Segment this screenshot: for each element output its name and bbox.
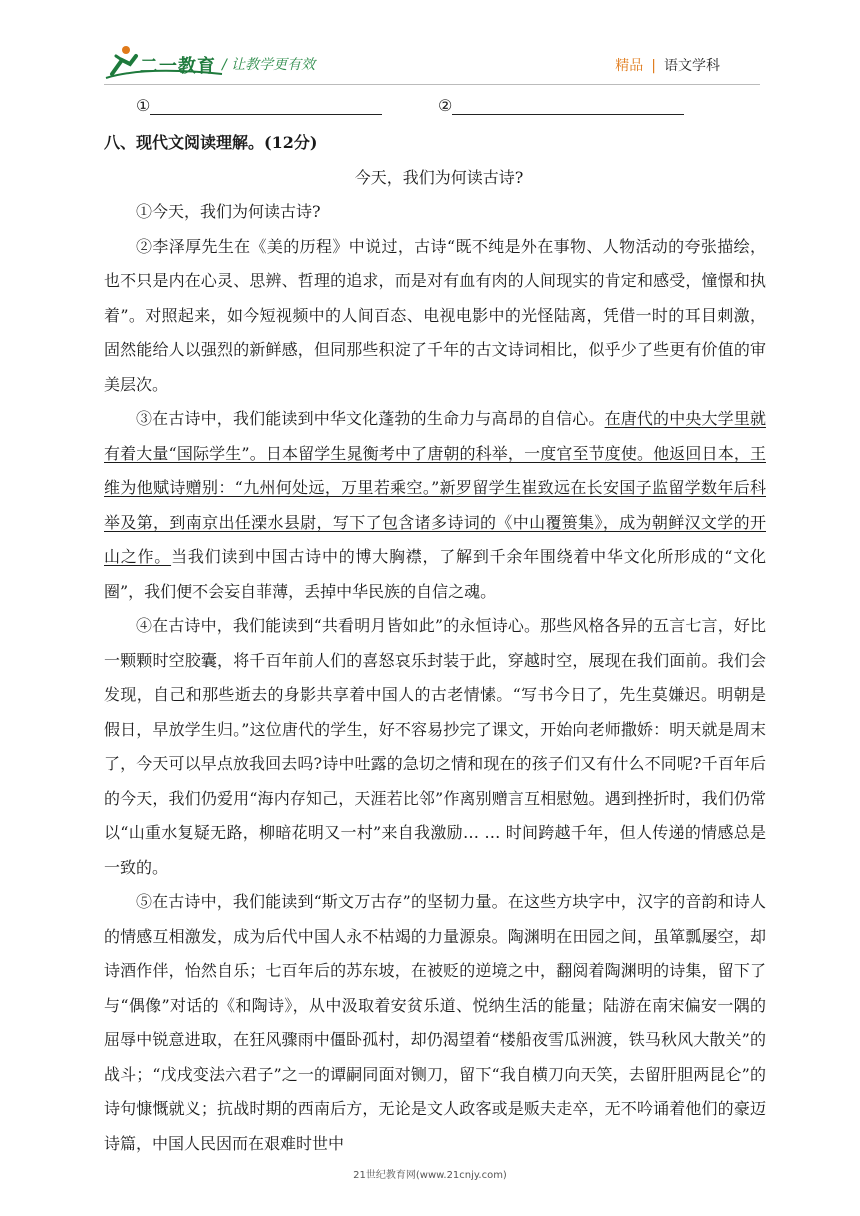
header-rule: [104, 84, 760, 85]
paragraph-1: ①今天，我们为何读古诗?: [136, 202, 321, 221]
paragraph-5: ⑤在古诗中，我们能读到“斯文万古存”的坚韧力量。在这些方块字中，汉字的音韵和诗人的情感互相激发，成为后代中国人永不枯竭的力量源泉。陶渊明在田园之间，虽箪瓢屡空，却诗酒作伴，怡然自乐；七百年后的苏东坡，在被贬的逆境之中，翻阅着陶渊明的诗集，留下了与“偶像”对话的《和陶诗》，从中汲取着安贫乐道、悦纳生活的能量；陆游在南宋偏安一隅的屈辱中锐意进取，在狂风骤雨中僵卧孤村，却仍渴望着“楼船夜雪瓜洲渡，铁马秋风大散关”的战斗；“戊戌变法六君子”之一的谭嗣同面对铡刀，留下“我自横刀向天笑，去留肝胆两昆仑”的诗句慷慨就义；抗战时期的西南后方，无论是文人政客或是贩夫走卒，无不吟诵着他们的豪迈诗篇，中国人民因而在艰难时世中: [104, 892, 766, 1153]
subject-label: 语文学科: [664, 58, 720, 74]
paragraph-3: [104, 402, 766, 609]
paragraph-3-start: ③在古诗中，我们能读到中华文化蓬勃的生命力与高昂的自信心。: [136, 409, 605, 428]
blank-marker-2: ②: [438, 96, 453, 115]
blank-line-2: [452, 96, 684, 115]
section-title: 八、现代文阅读理解。(12分): [104, 133, 318, 152]
paragraph-3-end: 当我们读到中国古诗中的博大胸襟，了解到千余年围绕着中华文化所形成的“文化圈”，我们便不会妄自菲薄，丢掉中华民族的自信之魂。: [104, 547, 766, 601]
logo-text: 二一教育: [140, 56, 216, 77]
page-footer: 21世纪教育网(www.21cnjy.com): [353, 1170, 507, 1181]
answer-blanks: [136, 96, 453, 115]
answer-blank-2[interactable]: [438, 96, 684, 115]
brand-label: 精品: [615, 58, 644, 74]
header-right: [615, 55, 720, 75]
slogan: / 让教学更有效: [222, 57, 316, 73]
blank-line-1: [150, 96, 382, 115]
article-title: 今天，我们为何读古诗?: [354, 167, 524, 187]
main-content: [104, 126, 766, 1161]
paragraph-4: ④在古诗中，我们能读到“共看明月皆如此”的永恒诗心。那些风格各异的五言七言，好比一颗颗时空胶囊，将千百年前人们的喜怒哀乐封装于此，穿越时空，展现在我们面前。我们会发现，自己和那些逝去的身影共享着中国人的古老情愫。“写书今日了，先生莫嫌迟。明朝是假日，早放学生归。”这位唐代的学生，好不容易抄完了课文，开始向老师撒娇：明天就是周末了，今天可以早点放我回去吗?诗中吐露的急切之情和现在的孩子们又有什么不同呢?千百年后的今天，我们仍爱用“海内存知己，天涯若比邻”作离别赠言互相慰勉。遇到挫折时，我们仍常以“山重水复疑无路，柳暗花明又一村”来自我激励… … 时间跨越千年，但人传递的情感总是一致的。: [104, 616, 766, 877]
answer-blank-1[interactable]: [136, 96, 382, 115]
paragraph-2: ②李泽厚先生在《美的历程》中说过，古诗“既不纯是外在事物、人物活动的夸张描绘，也不只是内在心灵、思辨、哲理的追求，而是对有血有肉的人间现实的肯定和感受，憧憬和执着”。对照起来，如今短视频中的人间百态、电视电影中的光怪陆离，凭借一时的耳目刺激，固然能给人以强烈的新鲜感，但同那些积淀了千年的古文诗词相比，似乎少了些更有价值的审美层次。: [104, 236, 766, 394]
blank-marker-1: ①: [136, 96, 151, 115]
header-separator: |: [651, 58, 656, 74]
paragraph-3-underlined: 在唐代的中央大学里就有着大量“国际学生”。日本留学生晁衡考中了唐朝的科举，一度官至节度使。他返回日本，王维为他赋诗赠别：“九州何处远，万里若乘空。”新罗留学生崔致远在长安国子监留学数年后科举及第，到南京出任溧水县尉，写下了包含诸多诗词的《中山覆篑集》，成为朝鲜汉文学的开山之作。: [104, 409, 766, 566]
page-header: [0, 0, 860, 90]
